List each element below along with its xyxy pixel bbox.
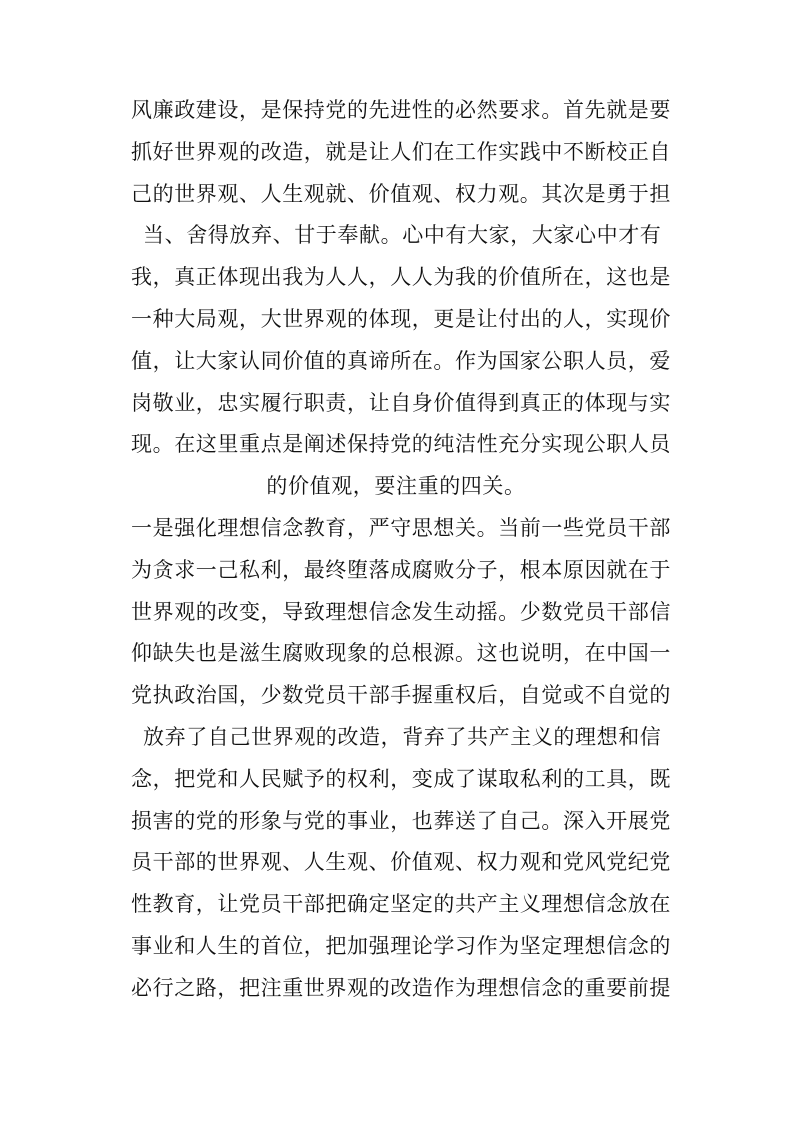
text-line: 风廉政建设，是保持党的先进性的必然要求。首先就是要 — [131, 98, 671, 122]
text-line: 损害的党的形象与党的事业，也葬送了自己。深入开展党 — [131, 808, 671, 833]
text-line: 必行之路，把注重世界观的改造作为理想信念的重要前提 — [131, 975, 671, 1000]
text-line: 己的世界观、人生观就、价值观、权力观。其次是勇于担 — [131, 181, 671, 206]
text-line: 现。在这里重点是阐述保持党的纯洁性充分实现公职人员 — [131, 432, 671, 457]
text-line: 我，真正体现出我为人人，人人为我的价值所在，这也是 — [131, 265, 671, 290]
text-line: 员干部的世界观、人生观、价值观、权力观和党风党纪党 — [131, 850, 671, 875]
text-line: 抓好世界观的改造，就是让人们在工作实践中不断校正自 — [131, 139, 671, 164]
text-line: 世界观的改变，导致理想信念发生动摇。少数党员干部信 — [131, 599, 671, 624]
text-line: 为贪求一己私利，最终堕落成腐败分子，根本原因就在于 — [131, 557, 671, 582]
text-line: 一是强化理想信念教育，严守思想关。当前一些党员干部 — [131, 515, 671, 540]
text-line: 仰缺失也是滋生腐败现象的总根源。这也说明，在中国一 — [131, 641, 671, 666]
text-line: 一种大局观，大世界观的体现，更是让付出的人，实现价 — [131, 306, 671, 331]
text-line: 性教育，让党员干部把确定坚定的共产主义理想信念放在 — [131, 892, 671, 917]
section-heading-line: 的价值观，要注重的四关。 — [266, 474, 526, 499]
text-line: 岗敬业，忠实履行职责，让自身价值得到真正的体现与实 — [131, 390, 671, 415]
text-line: 放弃了自己世界观的改造，背弃了共产主义的理想和信 — [143, 724, 662, 749]
text-line: 党执政治国，少数党员干部手握重权后，自觉或不自觉的 — [131, 683, 671, 708]
text-line: 值，让大家认同价值的真谛所在。作为国家公职人员，爱 — [131, 348, 671, 373]
text-line: 念，把党和人民赋予的权利，变成了谋取私利的工具，既 — [131, 766, 671, 791]
text-line: 当、舍得放弃、甘于奉献。心中有大家，大家心中才有 — [143, 223, 662, 248]
body-text — [131, 90, 671, 1010]
text-line: 事业和人生的首位，把加强理论学习作为坚定理想信念的 — [131, 933, 671, 958]
